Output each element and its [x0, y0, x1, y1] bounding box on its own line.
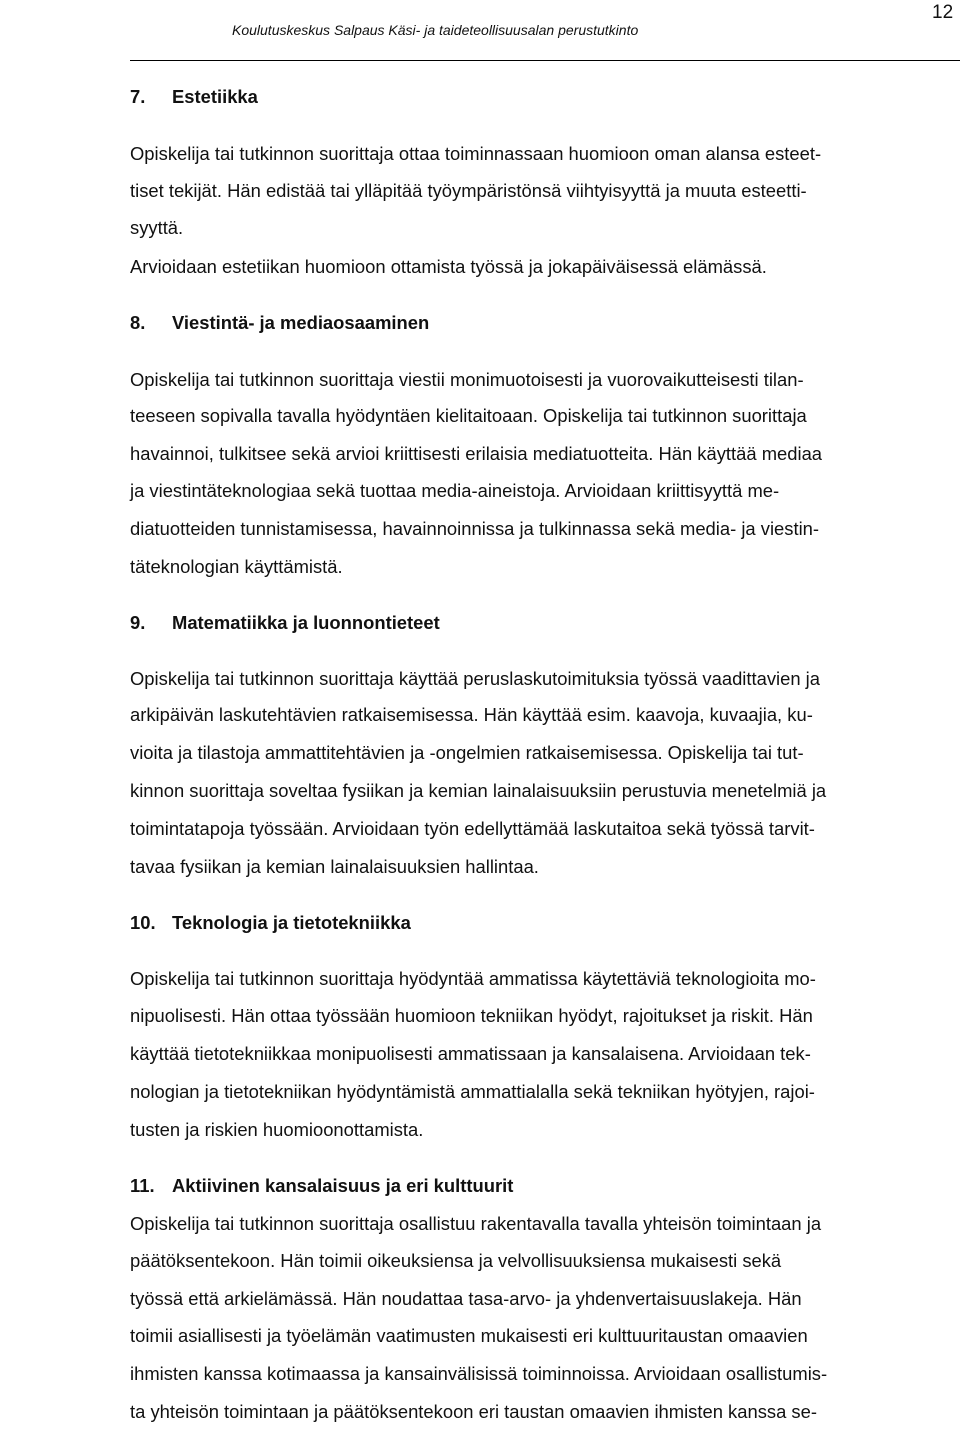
- paragraph-line: arkipäivän laskutehtävien ratkaisemisessa. Hän käyttää esim. kaavoja, kuvaajia, ku-: [130, 704, 813, 725]
- paragraph-line: tusten ja riskien huomioonottamista.: [130, 1119, 424, 1140]
- paragraph-line: täteknologian käyttämistä.: [130, 556, 343, 577]
- paragraph-line: toimii asiallisesti ja työelämän vaatimusten mukaisesti eri kulttuuritaustan omaavien: [130, 1325, 808, 1346]
- section-title: Viestintä- ja mediaosaaminen: [172, 312, 430, 333]
- section-heading: [130, 312, 429, 334]
- paragraph-line: päätöksentekoon. Hän toimii oikeuksiensa ja velvollisuuksiensa mukaisesti sekä: [130, 1250, 782, 1271]
- section-number: 8.: [130, 312, 146, 333]
- paragraph-line: työssä että arkielämässä. Hän noudattaa tasa-arvo- ja yhdenvertaisuuslakeja. Hän: [130, 1288, 802, 1309]
- paragraph-line: tiset tekijät. Hän edistää tai ylläpitää työympäristönsä viihtyisyyttä ja muuta esteetti-: [130, 180, 807, 201]
- section-title: Teknologia ja tietotekniikka: [172, 912, 411, 933]
- section-heading: [130, 86, 258, 108]
- section-heading: [130, 912, 411, 934]
- paragraph-line: havainnoi, tulkitsee sekä arvioi kriittisesti erilaisia mediatuotteita. Hän käyttää mediaa: [130, 443, 823, 464]
- paragraph-line: toimintatapoja työssään. Arvioidaan työn edellyttämää laskutaitoa sekä työssä tarvit-: [130, 818, 815, 839]
- section-title: Aktiivinen kansalaisuus ja eri kulttuurit: [172, 1175, 514, 1196]
- paragraph-line: Arvioidaan estetiikan huomioon ottamista työssä ja jokapäiväisessä elämässä.: [130, 256, 767, 277]
- paragraph-line: diatuotteiden tunnistamisessa, havainnoinnissa ja tulkinnassa sekä media- ja viestin-: [130, 518, 820, 539]
- paragraph-line: Opiskelija tai tutkinnon suorittaja osallistuu rakentavalla tavalla yhteisön toimintaan ja: [130, 1213, 822, 1234]
- paragraph-line: tavaa fysiikan ja kemian lainalaisuuksien hallintaa.: [130, 856, 539, 877]
- section-number: 7.: [130, 86, 146, 107]
- paragraph-line: ja viestintäteknologiaa sekä tuottaa media-aineistoja. Arvioidaan kriittisyyttä me-: [130, 480, 780, 501]
- page-number: 12: [932, 2, 954, 23]
- section-number: 10.: [130, 912, 156, 933]
- section-title: Matematiikka ja luonnontieteet: [172, 612, 440, 633]
- paragraph-line: teeseen sopivalla tavalla hyödyntäen kielitaitoaan. Opiskelija tai tutkinnon suorittaja: [130, 405, 807, 426]
- section-number: 11.: [130, 1175, 155, 1196]
- section-heading: [130, 1175, 513, 1197]
- paragraph-line: Opiskelija tai tutkinnon suorittaja ottaa toiminnassaan huomioon oman alansa esteet-: [130, 143, 822, 164]
- paragraph-line: Opiskelija tai tutkinnon suorittaja käyttää peruslaskutoimituksia työssä vaadittavien ja: [130, 668, 820, 689]
- paragraph-line: vioita ja tilastoja ammattitehtävien ja -ongelmien ratkaisemisessa. Opiskelija tai tut-: [130, 742, 804, 763]
- running-header: Koulutuskeskus Salpaus Käsi- ja taideteollisuusalan perustutkinto: [232, 22, 639, 38]
- paragraph-line: käyttää tietotekniikkaa monipuolisesti ammatissaan ja kansalaisena. Arvioidaan tek-: [130, 1043, 811, 1064]
- paragraph-line: Opiskelija tai tutkinnon suorittaja viestii monimuotoisesti ja vuorovaikutteisesti tilan-: [130, 369, 804, 390]
- paragraph-line: nologian ja tietotekniikan hyödyntämistä ammattialalla sekä tekniikan hyötyjen, rajoi-: [130, 1081, 815, 1102]
- header-rule: [130, 60, 960, 61]
- paragraph-line: ihmisten kanssa kotimaassa ja kansainvälisissä toiminnoissa. Arvioidaan osallistumis-: [130, 1363, 828, 1384]
- paragraph-line: ta yhteisön toimintaan ja päätöksentekoon eri taustan omaavien ihmisten kanssa se-: [130, 1401, 817, 1422]
- section-heading: [130, 612, 440, 634]
- paragraph-line: nipuolisesti. Hän ottaa työssään huomioon tekniikan hyödyt, rajoitukset ja riskit. Hän: [130, 1005, 813, 1026]
- section-number: 9.: [130, 612, 146, 633]
- paragraph-line: syyttä.: [130, 217, 184, 238]
- section-title: Estetiikka: [172, 86, 258, 107]
- paragraph-line: kinnon suorittaja soveltaa fysiikan ja kemian lainalaisuuksiin perustuvia menetelmiä ja: [130, 780, 827, 801]
- paragraph-line: Opiskelija tai tutkinnon suorittaja hyödyntää ammatissa käytettäviä teknologioita mo-: [130, 968, 816, 989]
